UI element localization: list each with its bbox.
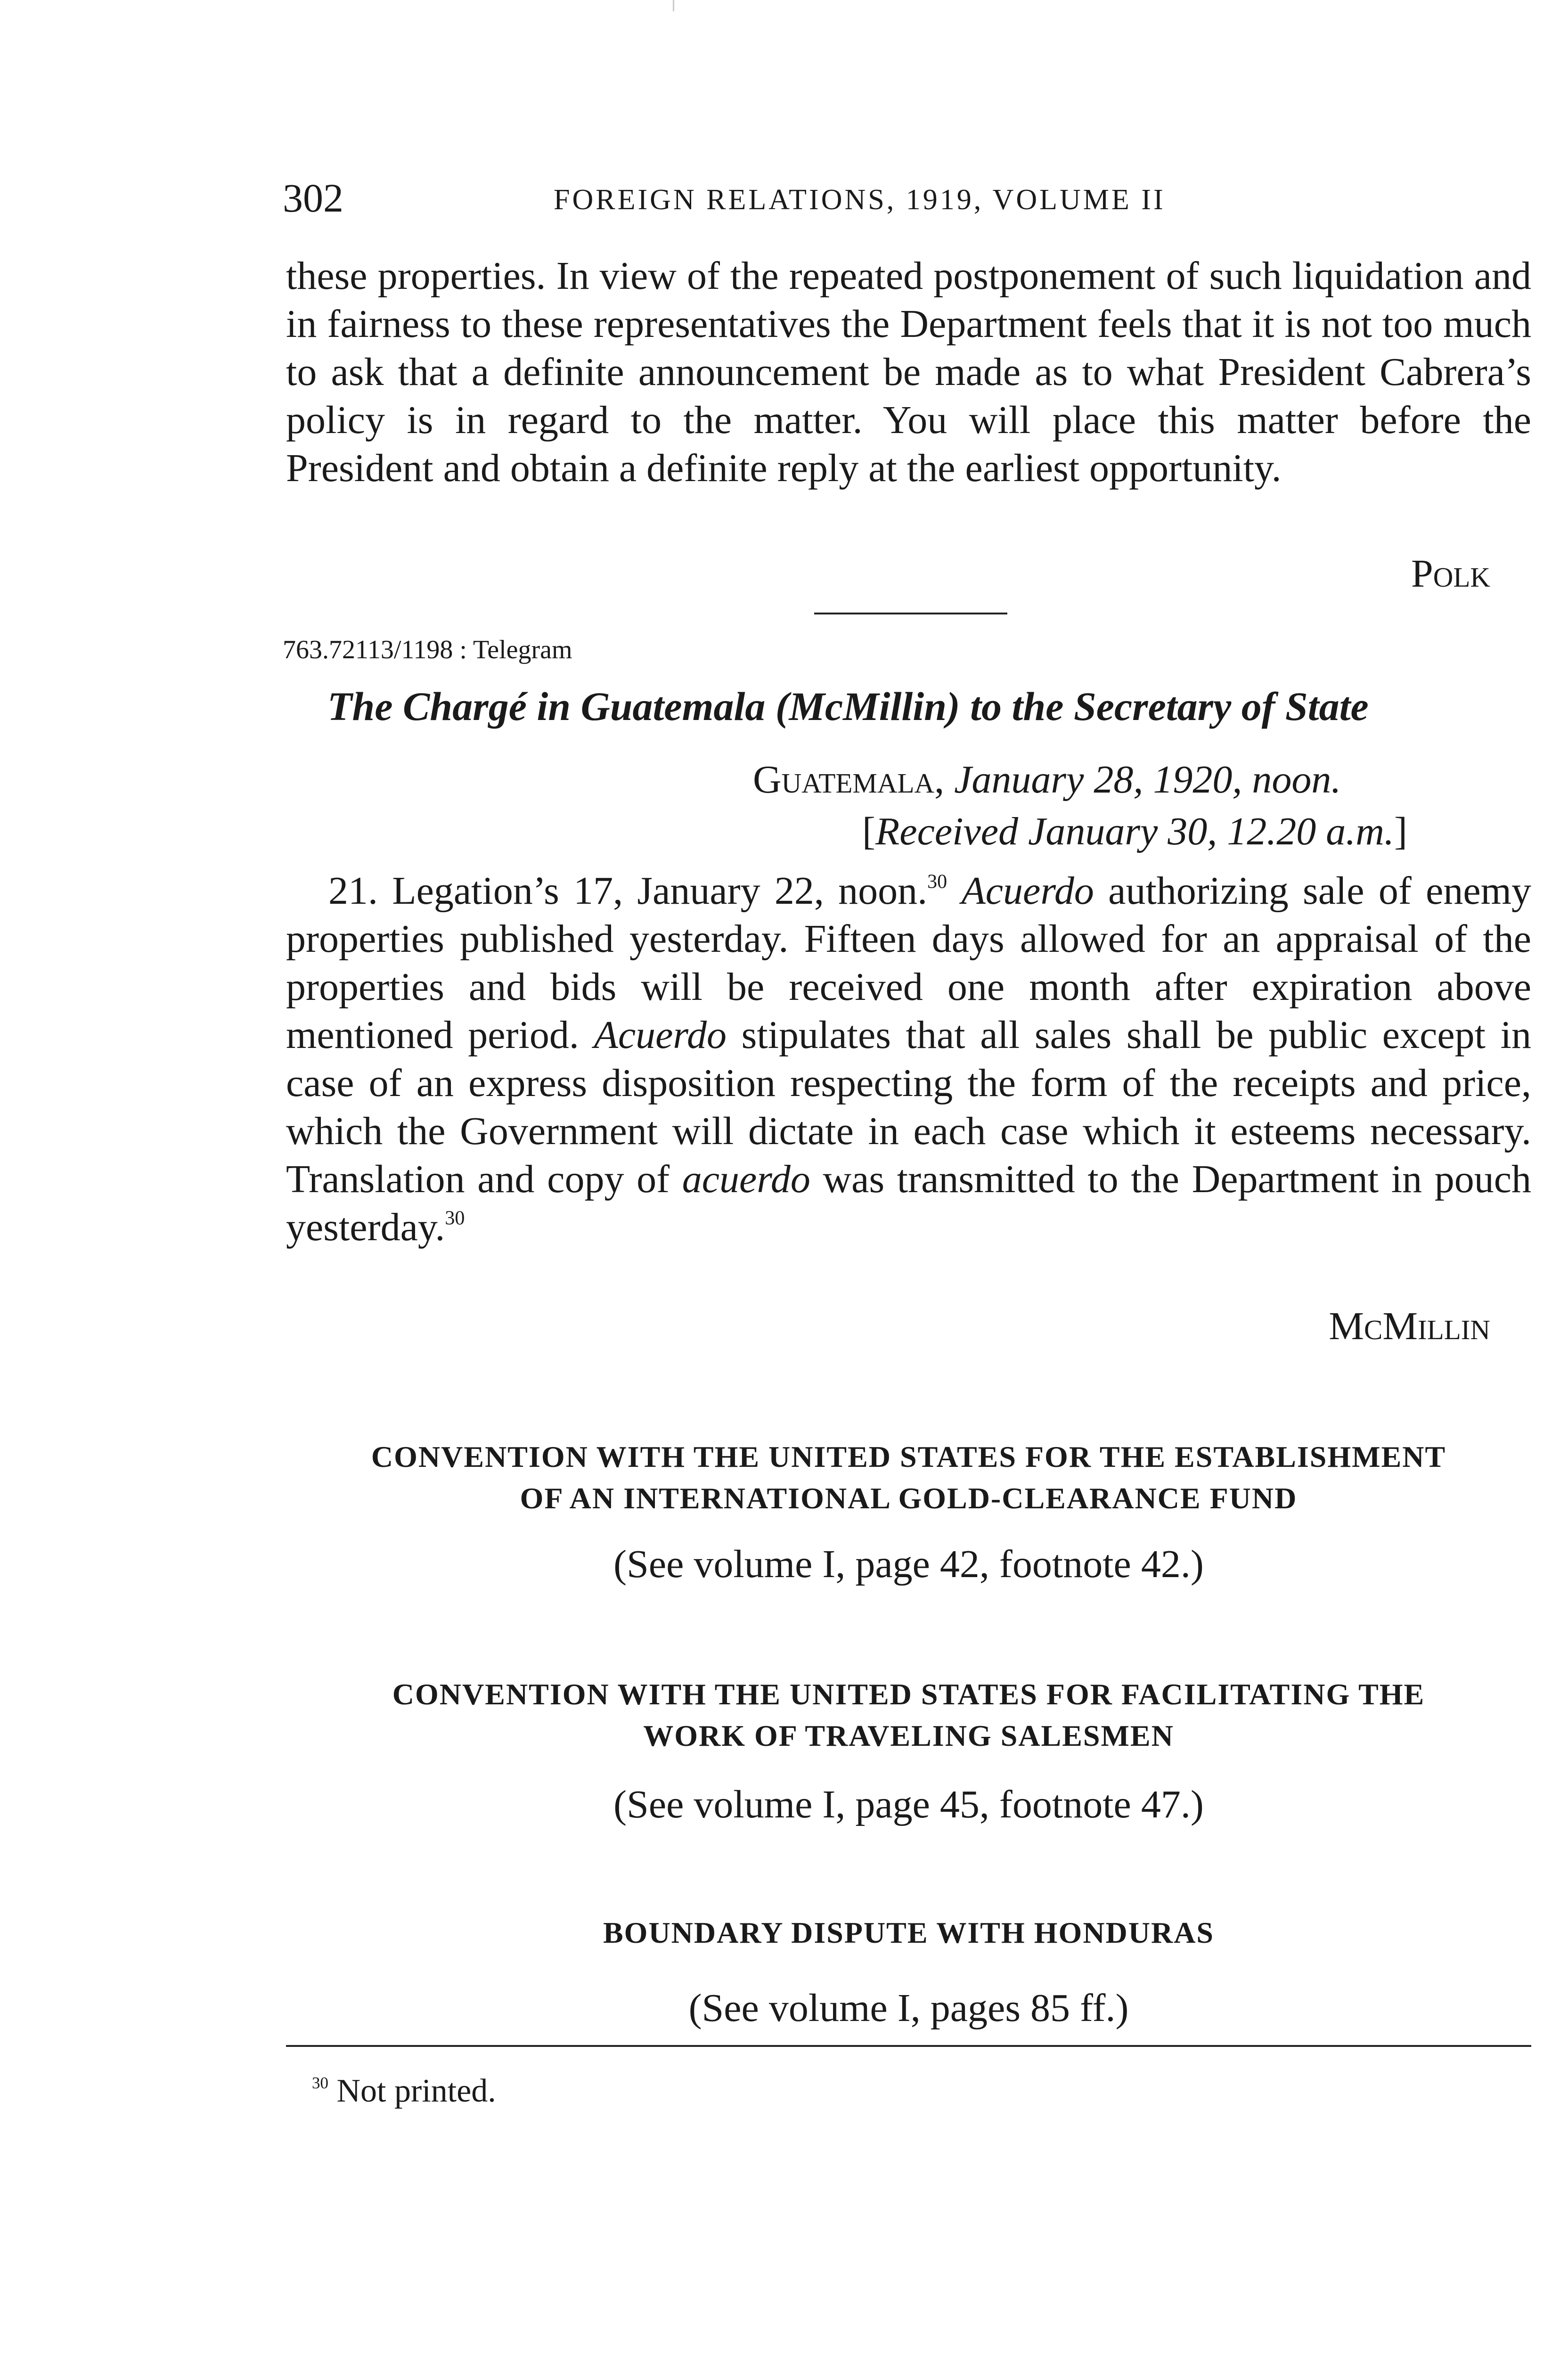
running-title: FOREIGN RELATIONS, 1919, VOLUME II (554, 184, 1166, 216)
acuerdo-term-lowercase: acuerdo (682, 1157, 810, 1201)
gold-clearance-reference: (See volume I, page 42, footnote 42.) (613, 1542, 1204, 1586)
dateline-place: Guatemala (753, 758, 935, 802)
section-title-line: CONVENTION WITH THE UNITED STATES FOR FACILITATING THE (392, 1677, 1425, 1711)
running-header (283, 172, 1531, 224)
acuerdo-term: Acuerdo (961, 869, 1094, 913)
acuerdo-term-second: Acuerdo (594, 1013, 727, 1057)
footnote-separator (286, 2045, 1531, 2047)
dateline-date-time: January 28, 1920, noon. (954, 758, 1341, 802)
traveling-salesmen-section-heading (286, 1674, 1531, 1757)
telegram-segment-three: was transmitted to the Department in pouch yesterday. (286, 1157, 1531, 1249)
footnote-reference-end: 30 (445, 1207, 465, 1229)
traveling-salesmen-reference: (See volume I, page 45, footnote 47.) (613, 1783, 1204, 1826)
opening-paragraph: these properties. In view of the repeated postponement of such liquidation and in fairness to these representatives the Department feels that it is not too much to ask that a definite announcement be made as to what President Cabrera’s policy is in regard to the matter. You will place this matter before the President and obtain a definite reply at the earliest opportunity. (286, 254, 1531, 490)
gold-clearance-section-heading (286, 1436, 1531, 1519)
footnote-marker: 30 (312, 2074, 328, 2092)
page-number: 302 (283, 175, 343, 221)
honduras-boundary-reference: (See volume I, pages 85 ff.) (688, 1986, 1129, 2030)
document-separator (814, 613, 1007, 614)
dateline: Guatemala, January 28, 1920, noon. (753, 758, 1341, 802)
scan-mark (673, 0, 674, 11)
section-title-line: CONVENTION WITH THE UNITED STATES FOR THE ESTABLISHMENT (371, 1440, 1446, 1473)
received-date: Received January 30, 12.20 a.m. (875, 810, 1394, 853)
footnote-text: Not printed. (336, 2073, 496, 2109)
telegram-segment-one: authorizing sale of enemy properties published yesterday. Fifteen days allowed for an appraisal of the properties and bids will be received one month after expiration above mentioned period. (286, 869, 1532, 1057)
footnote-reference: 30 (927, 871, 947, 893)
telegram-segment-two: stipulates that all sales shall be public except in case of an express disposition respecting the form of the receipts and price, which the Government will dictate in each case which it esteems necessary. Translation and copy of (286, 1013, 1531, 1201)
signature-polk: Polk (1411, 552, 1490, 596)
telegram-body (286, 867, 1531, 1252)
telegram-opening: 21. Legation’s 17, January 22, noon. (328, 869, 928, 913)
honduras-boundary-section-heading: BOUNDARY DISPUTE WITH HONDURAS (603, 1916, 1215, 1949)
section-title-line: OF AN INTERNATIONAL GOLD-CLEARANCE FUND (520, 1481, 1298, 1515)
signature-mcmillin: McMillin (1329, 1304, 1490, 1348)
section-title-line: WORK OF TRAVELING SALESMEN (643, 1719, 1174, 1752)
file-reference: 763.72113/1198 : Telegram (283, 635, 572, 664)
telegram-heading: The Chargé in Guatemala (McMillin) to the Secretary of State (327, 684, 1369, 729)
footnote (312, 2070, 496, 2113)
received-line: [Received January 30, 12.20 a.m.] (862, 810, 1407, 853)
